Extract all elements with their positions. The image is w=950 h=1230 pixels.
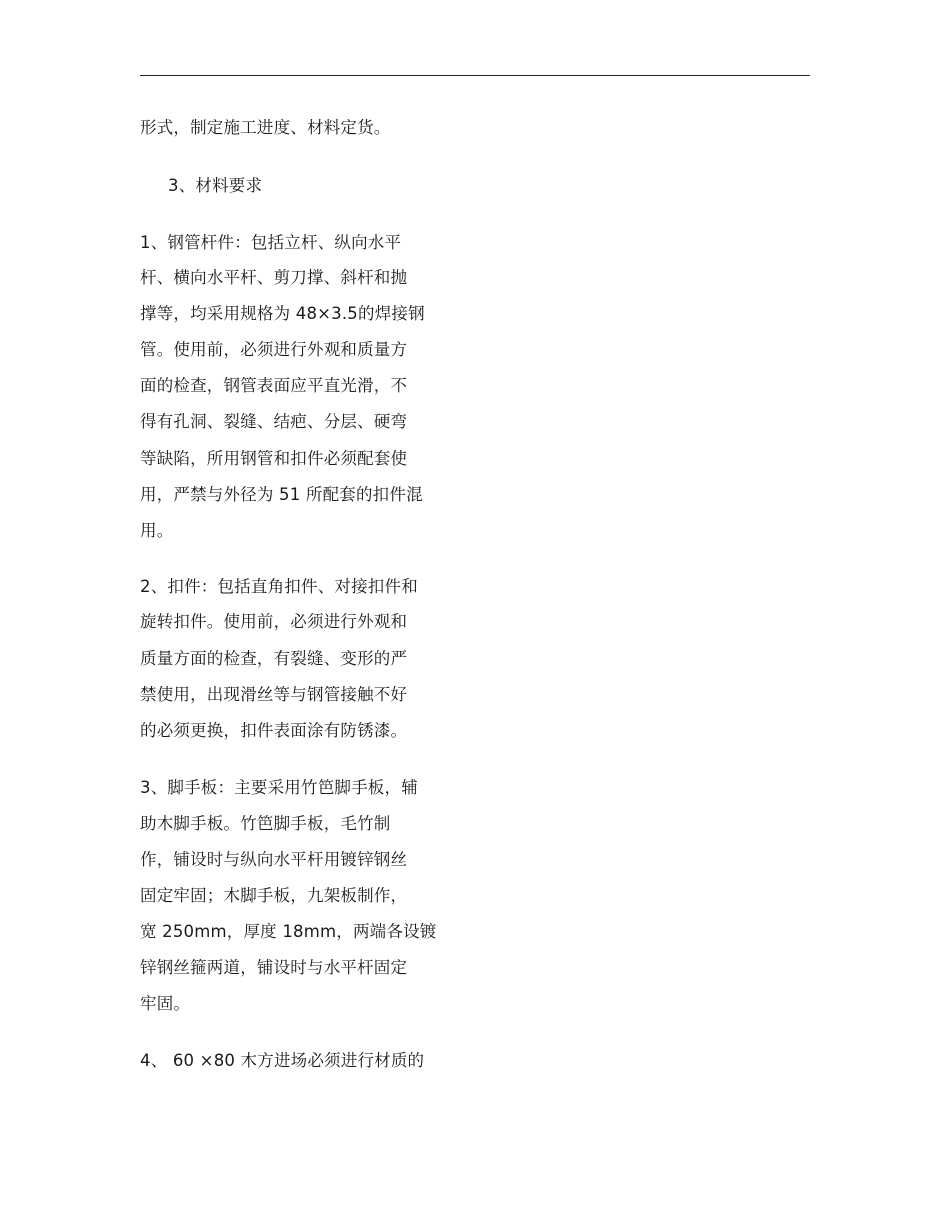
text-line: 助木脚手板。竹笆脚手板，毛竹制	[140, 814, 391, 833]
text-line: 质量方面的检查，有裂缝、变形的严	[140, 649, 408, 668]
text-line: 杆、横向水平杆、剪刀撑、斜杆和抛	[140, 268, 408, 287]
text-line: 4、 60 ×80 木方进场必须进行材质的	[140, 1051, 425, 1070]
text-line: 1、钢管杆件：包括立杆、纵向水平	[140, 233, 402, 252]
text-line: 固定牢固；木脚手板，九架板制作，	[140, 886, 408, 905]
text-line: 的必须更换，扣件表面涂有防锈漆。	[140, 721, 408, 740]
text-line: 用。	[140, 521, 174, 540]
text-line: 形式，制定施工进度、材料定货。	[140, 118, 391, 137]
header-rule	[140, 75, 810, 76]
text-line: 管。使用前，必须进行外观和质量方	[140, 340, 408, 359]
text-line: 禁使用，出现滑丝等与钢管接触不好	[140, 685, 408, 704]
text-line: 用，严禁与外径为 51 所配套的扣件混	[140, 485, 423, 504]
text-line: 锌钢丝箍两道，铺设时与水平杆固定	[140, 958, 408, 977]
text-line: 宽 250mm，厚度 18mm，两端各设镀	[140, 922, 437, 941]
text-line: 面的检查，钢管表面应平直光滑，不	[140, 376, 408, 395]
text-line: 旋转扣件。使用前，必须进行外观和	[140, 612, 408, 631]
text-line: 等缺陷，所用钢管和扣件必须配套使	[140, 449, 408, 468]
section-heading: 3、材料要求	[168, 176, 263, 195]
text-line: 撑等，均采用规格为 48×3.5的焊接钢	[140, 304, 425, 323]
text-line: 得有孔洞、裂缝、结疤、分层、硬弯	[140, 412, 408, 431]
text-line: 牢固。	[140, 994, 191, 1013]
text-line: 2、扣件：包括直角扣件、对接扣件和	[140, 577, 418, 596]
text-line: 作，铺设时与纵向水平杆用镀锌钢丝	[140, 850, 408, 869]
text-line: 3、脚手板：主要采用竹笆脚手板，辅	[140, 778, 418, 797]
